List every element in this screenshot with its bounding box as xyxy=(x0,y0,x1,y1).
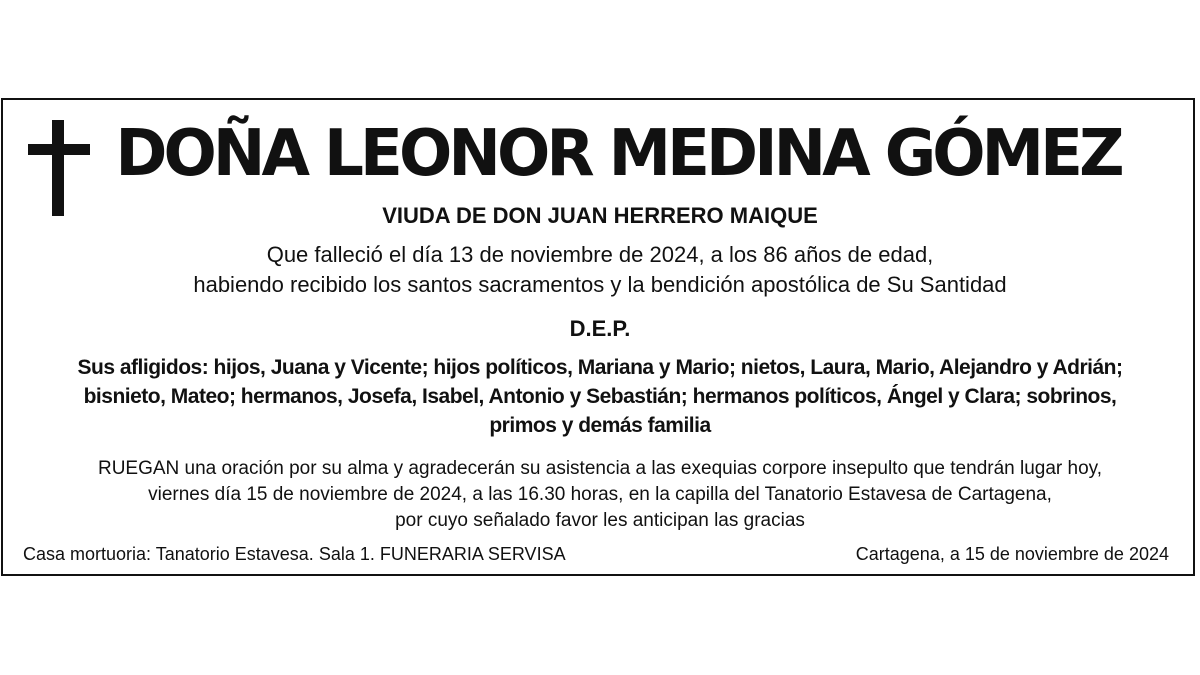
prayer-line: viernes día 15 de noviembre de 2024, a las 16.30 horas, en la capilla del Tanatorio Estavesa de Cartagena, xyxy=(148,484,1052,505)
family-line: bisnieto, Mateo; hermanos, Josefa, Isabel, Antonio y Sebastián; hermanos políticos, Ángel y Clara; sobrinos, xyxy=(83,385,1117,408)
death-details xyxy=(3,240,1197,300)
deceased-name: DOÑA LEONOR MEDINA GÓMEZ xyxy=(115,117,1121,191)
death-line: Que falleció el día 13 de noviembre de 2024, a los 86 años de edad, xyxy=(266,242,934,267)
obituary-notice xyxy=(1,98,1195,576)
prayer-request xyxy=(3,456,1197,534)
death-line: habiendo recibido los santos sacramentos y la bendición apostólica de Su Santidad xyxy=(193,272,1007,297)
family-list xyxy=(3,353,1197,440)
dep-label: D.E.P. xyxy=(569,316,631,341)
prayer-line: RUEGAN una oración por su alma y agradecerán su asistencia a las exequias corpore insepulto que tendrán lugar hoy, xyxy=(97,458,1103,479)
prayer-line: por cuyo señalado favor les anticipan las gracias xyxy=(395,510,805,531)
funeral-home: Casa mortuoria: Tanatorio Estavesa. Sala 1. FUNERARIA SERVISA xyxy=(23,544,566,564)
family-line: Sus afligidos: hijos, Juana y Vicente; hijos políticos, Mariana y Mario; nietos, Laura, Mario, Alejandro y Adrián; xyxy=(77,356,1123,379)
place-date: Cartagena, a 15 de noviembre de 2024 xyxy=(855,544,1169,564)
family-line: primos y demás familia xyxy=(489,414,711,437)
widow-line: VIUDA DE DON JUAN HERRERO MAIQUE xyxy=(382,203,818,228)
